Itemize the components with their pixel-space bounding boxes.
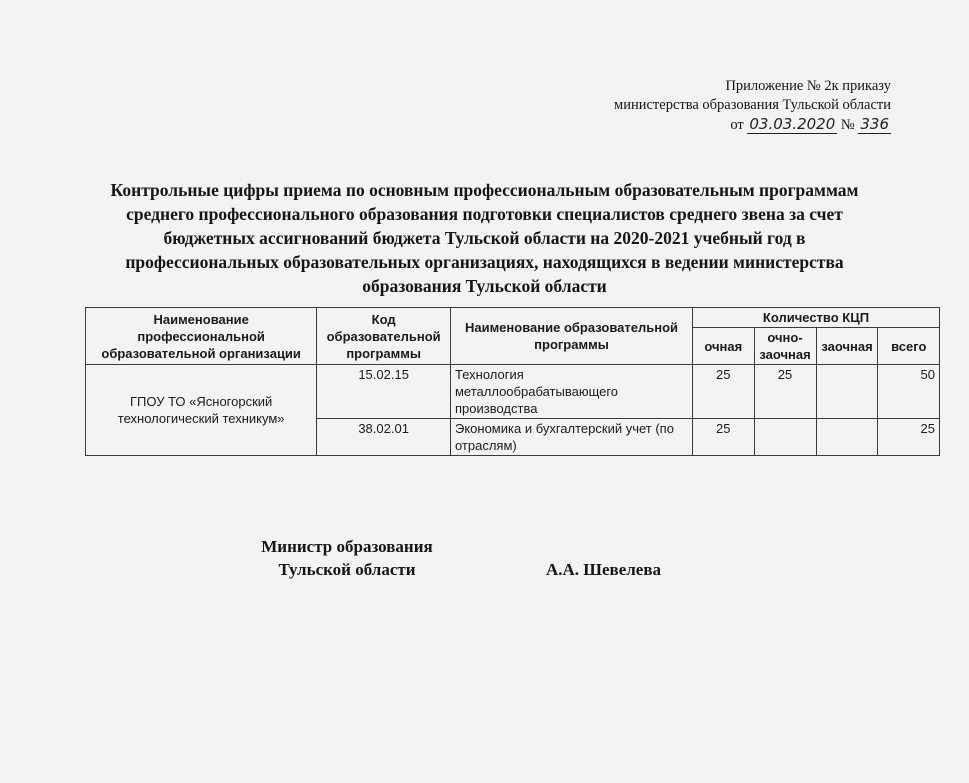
extramural-cell <box>816 365 878 419</box>
header-kcp: Количество КЦП <box>692 308 939 328</box>
extramural-cell <box>816 419 878 456</box>
total-cell: 25 <box>878 419 940 456</box>
appendix-line: Приложение № 2к приказу <box>725 78 891 94</box>
position-line-2: Тульской области <box>278 560 416 579</box>
code-cell: 15.02.15 <box>317 365 451 419</box>
total-cell: 50 <box>878 365 940 419</box>
org-cell: ГПОУ ТО «Ясногорский технологический техникум» <box>86 365 317 456</box>
header-program: Наименование образовательной программы <box>450 308 692 365</box>
admission-table <box>85 307 940 456</box>
full-time-cell: 25 <box>692 365 754 419</box>
order-number: 336 <box>860 115 889 133</box>
table-header-row <box>86 308 940 328</box>
header-code: Код образовательной программы <box>317 308 451 365</box>
program-cell: Экономика и бухгалтерский учет (по отраслям) <box>450 419 692 456</box>
date-prefix: от <box>730 117 744 133</box>
full-time-cell: 25 <box>692 419 754 456</box>
order-reference <box>614 77 891 135</box>
order-date-number-line <box>614 115 891 135</box>
part-time-cell <box>754 419 816 456</box>
table-row <box>86 365 940 419</box>
signatory-name: А.А. Шевелева <box>546 560 662 579</box>
header-org: Наименование профессиональной образовательной организации <box>86 308 317 365</box>
header-extramural: заочная <box>816 328 878 365</box>
document-title: Контрольные цифры приема по основным профессиональным образовательным программам среднего профессионального образования подготовки специалистов среднего звена за счет бюджетных ассигнований бюджета Тульской области на 2020-2021 учебный год в профессиональных образовательных организациях, находящихся в ведении министерства образования Тульской области <box>110 180 859 296</box>
position-line-1: Министр образования <box>261 537 433 556</box>
header-full-time: очная <box>692 328 754 365</box>
number-prefix: № <box>840 117 855 133</box>
header-total: всего <box>878 328 940 365</box>
signatory-position <box>242 535 452 581</box>
order-date: 03.03.2020 <box>749 115 836 133</box>
code-cell: 38.02.01 <box>317 419 451 456</box>
part-time-cell: 25 <box>754 365 816 419</box>
program-cell: Технология металлообрабатывающего производства <box>450 365 692 419</box>
ministry-line: министерства образования Тульской области <box>614 97 891 113</box>
header-part-time: очно-заочная <box>754 328 816 365</box>
